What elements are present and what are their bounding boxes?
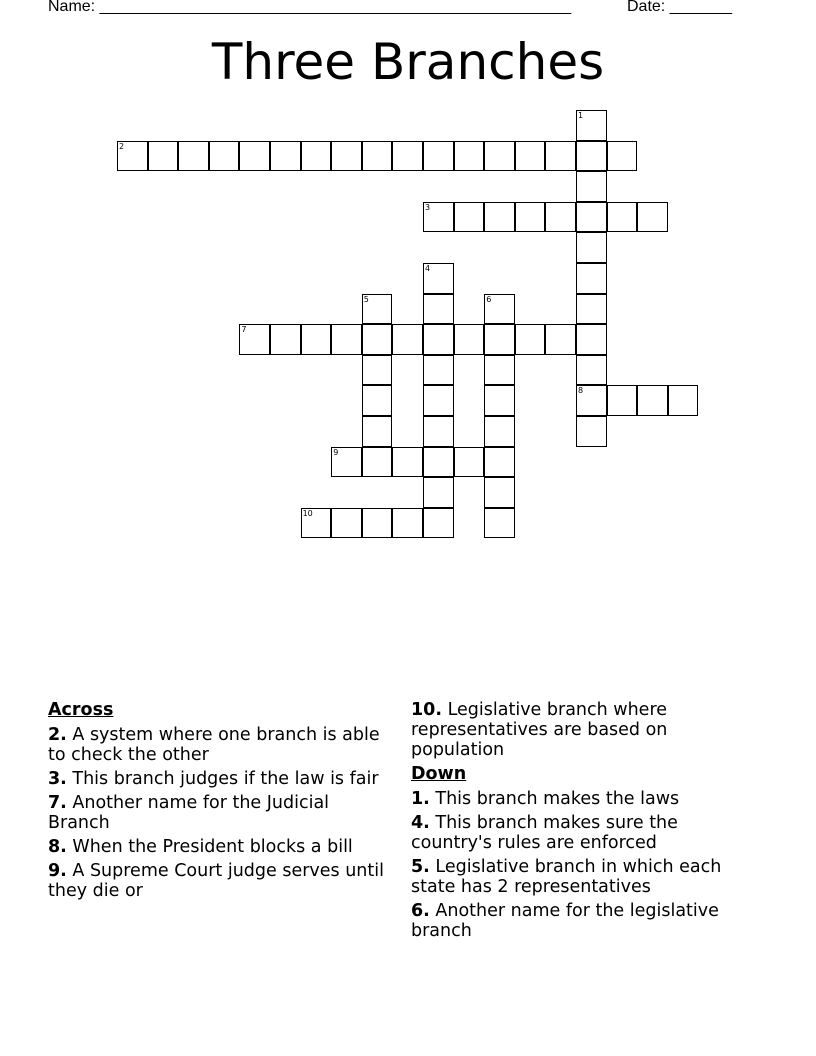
clue-down-5: [411, 857, 761, 897]
grid-cell[interactable]: [331, 324, 362, 355]
grid-cell[interactable]: [362, 355, 393, 386]
name-field-label: Name: _____________________________________________________: [48, 0, 572, 15]
grid-cell[interactable]: [270, 141, 301, 172]
clue-across-7: [48, 793, 388, 833]
clue-number-label: 4: [425, 264, 431, 273]
grid-cell[interactable]: [362, 294, 393, 325]
clue-number: 5.: [411, 857, 430, 877]
grid-cell[interactable]: [362, 508, 393, 539]
down-heading: Down: [411, 764, 467, 784]
grid-cell[interactable]: [392, 447, 423, 478]
grid-cell[interactable]: [270, 324, 301, 355]
grid-cell[interactable]: [545, 202, 576, 233]
clue-number-label: 8: [578, 386, 584, 396]
grid-cell[interactable]: [423, 416, 454, 447]
clue-text: A system where one branch is able to check the other: [48, 725, 380, 765]
clue-down-1: [411, 789, 761, 809]
grid-cell[interactable]: [301, 508, 332, 539]
grid-cell[interactable]: [423, 141, 454, 172]
grid-cell[interactable]: [576, 263, 607, 294]
clue-text: Legislative branch where representatives are based on population: [411, 700, 668, 760]
clue-down-4: [411, 813, 761, 853]
grid-cell[interactable]: [576, 171, 607, 202]
clue-text: Another name for the legislative branch: [411, 901, 719, 941]
grid-cell[interactable]: [423, 477, 454, 508]
clue-number: 10.: [411, 700, 443, 720]
grid-cell[interactable]: [545, 141, 576, 172]
grid-cell[interactable]: [392, 141, 423, 172]
grid-cell[interactable]: [515, 141, 546, 172]
grid-cell[interactable]: [423, 263, 454, 294]
grid-cell[interactable]: [576, 355, 607, 386]
grid-cell[interactable]: [423, 324, 454, 355]
grid-cell[interactable]: [637, 202, 668, 233]
grid-cell[interactable]: [607, 202, 638, 233]
grid-cell[interactable]: [362, 324, 393, 355]
clues-left-column: [48, 700, 388, 905]
grid-cell[interactable]: [576, 141, 607, 172]
grid-cell[interactable]: [209, 141, 240, 172]
grid-cell[interactable]: [637, 385, 668, 416]
grid-cell[interactable]: [576, 110, 607, 141]
grid-cell[interactable]: [454, 141, 485, 172]
clue-number-label: 5: [363, 294, 369, 304]
clue-text: Another name for the Judicial Branch: [48, 793, 330, 833]
grid-cell[interactable]: [454, 324, 485, 355]
clue-text: This branch makes sure the country's rules are enforced: [411, 813, 678, 853]
grid-cell[interactable]: [392, 508, 423, 539]
grid-cell[interactable]: [301, 324, 332, 355]
grid-cell[interactable]: [454, 202, 485, 233]
grid-cell[interactable]: [668, 385, 699, 416]
clue-number-label: 10: [302, 508, 313, 518]
grid-cell[interactable]: [331, 447, 362, 478]
grid-cell[interactable]: [607, 385, 638, 416]
grid-cell[interactable]: [362, 416, 393, 447]
grid-cell[interactable]: [484, 355, 515, 386]
grid-cell[interactable]: [576, 232, 607, 263]
clue-across-8: [48, 837, 388, 857]
clue-number-label: 7: [241, 325, 247, 335]
clue-number: 1.: [411, 789, 430, 809]
grid-cell[interactable]: [484, 141, 515, 172]
clue-number: 4.: [411, 813, 430, 833]
clues-right-column: [411, 700, 761, 945]
clue-across-2: [48, 725, 388, 765]
grid-cell[interactable]: [484, 477, 515, 508]
grid-cell[interactable]: [484, 385, 515, 416]
grid-cell[interactable]: [423, 447, 454, 478]
page-title: Three Branches: [211, 33, 605, 91]
clue-text: This branch judges if the law is fair: [72, 769, 379, 789]
grid-cell[interactable]: [392, 324, 423, 355]
grid-cell[interactable]: [576, 202, 607, 233]
grid-cell[interactable]: [484, 324, 515, 355]
clue-number: 6.: [411, 901, 430, 921]
clue-number: 8.: [48, 837, 67, 857]
grid-cell[interactable]: [576, 294, 607, 325]
clue-number-label: 1: [578, 111, 584, 120]
clue-number: 7.: [48, 793, 67, 813]
clue-text: A Supreme Court judge serves until they die or: [48, 861, 384, 901]
grid-cell[interactable]: [301, 141, 332, 172]
grid-cell[interactable]: [331, 508, 362, 539]
grid-cell[interactable]: [148, 141, 179, 172]
grid-cell[interactable]: [423, 385, 454, 416]
grid-cell[interactable]: [484, 202, 515, 233]
grid-cell[interactable]: [576, 416, 607, 447]
grid-cell[interactable]: [362, 385, 393, 416]
clue-number-label: 2: [119, 141, 125, 151]
clue-text: Legislative branch in which each state has 2 representatives: [411, 857, 722, 897]
grid-cell[interactable]: [423, 508, 454, 539]
grid-cell[interactable]: [576, 324, 607, 355]
clue-across-9: [48, 861, 388, 901]
clue-across-10: [411, 700, 761, 760]
grid-cell[interactable]: [607, 141, 638, 172]
clue-number-label: 9: [333, 447, 339, 457]
clue-number-label: 6: [486, 294, 492, 304]
grid-cell[interactable]: [576, 385, 607, 416]
grid-cell[interactable]: [362, 141, 393, 172]
grid-cell[interactable]: [423, 294, 454, 325]
clue-across-3: [48, 769, 388, 789]
grid-cell[interactable]: [239, 141, 270, 172]
clue-number: 3.: [48, 769, 67, 789]
grid-cell[interactable]: [484, 416, 515, 447]
grid-cell[interactable]: [484, 508, 515, 539]
clue-number: 9.: [48, 861, 67, 881]
grid-cell[interactable]: [239, 324, 270, 355]
grid-cell[interactable]: [423, 355, 454, 386]
grid-cell[interactable]: [484, 294, 515, 325]
clue-text: When the President blocks a bill: [72, 837, 353, 857]
grid-cell[interactable]: [454, 447, 485, 478]
grid-cell[interactable]: [484, 447, 515, 478]
date-field-label: Date: _______: [627, 0, 732, 15]
clue-text: This branch makes the laws: [435, 789, 680, 809]
grid-cell[interactable]: [117, 141, 148, 172]
grid-cell[interactable]: [515, 324, 546, 355]
clue-number-label: 3: [425, 202, 431, 212]
grid-cell[interactable]: [515, 202, 546, 233]
across-heading: Across: [48, 700, 114, 720]
grid-cell[interactable]: [331, 141, 362, 172]
grid-cell[interactable]: [178, 141, 209, 172]
clue-number: 2.: [48, 725, 67, 745]
grid-cell[interactable]: [545, 324, 576, 355]
clue-down-6: [411, 901, 761, 941]
grid-cell[interactable]: [423, 202, 454, 233]
grid-cell[interactable]: [362, 447, 393, 478]
